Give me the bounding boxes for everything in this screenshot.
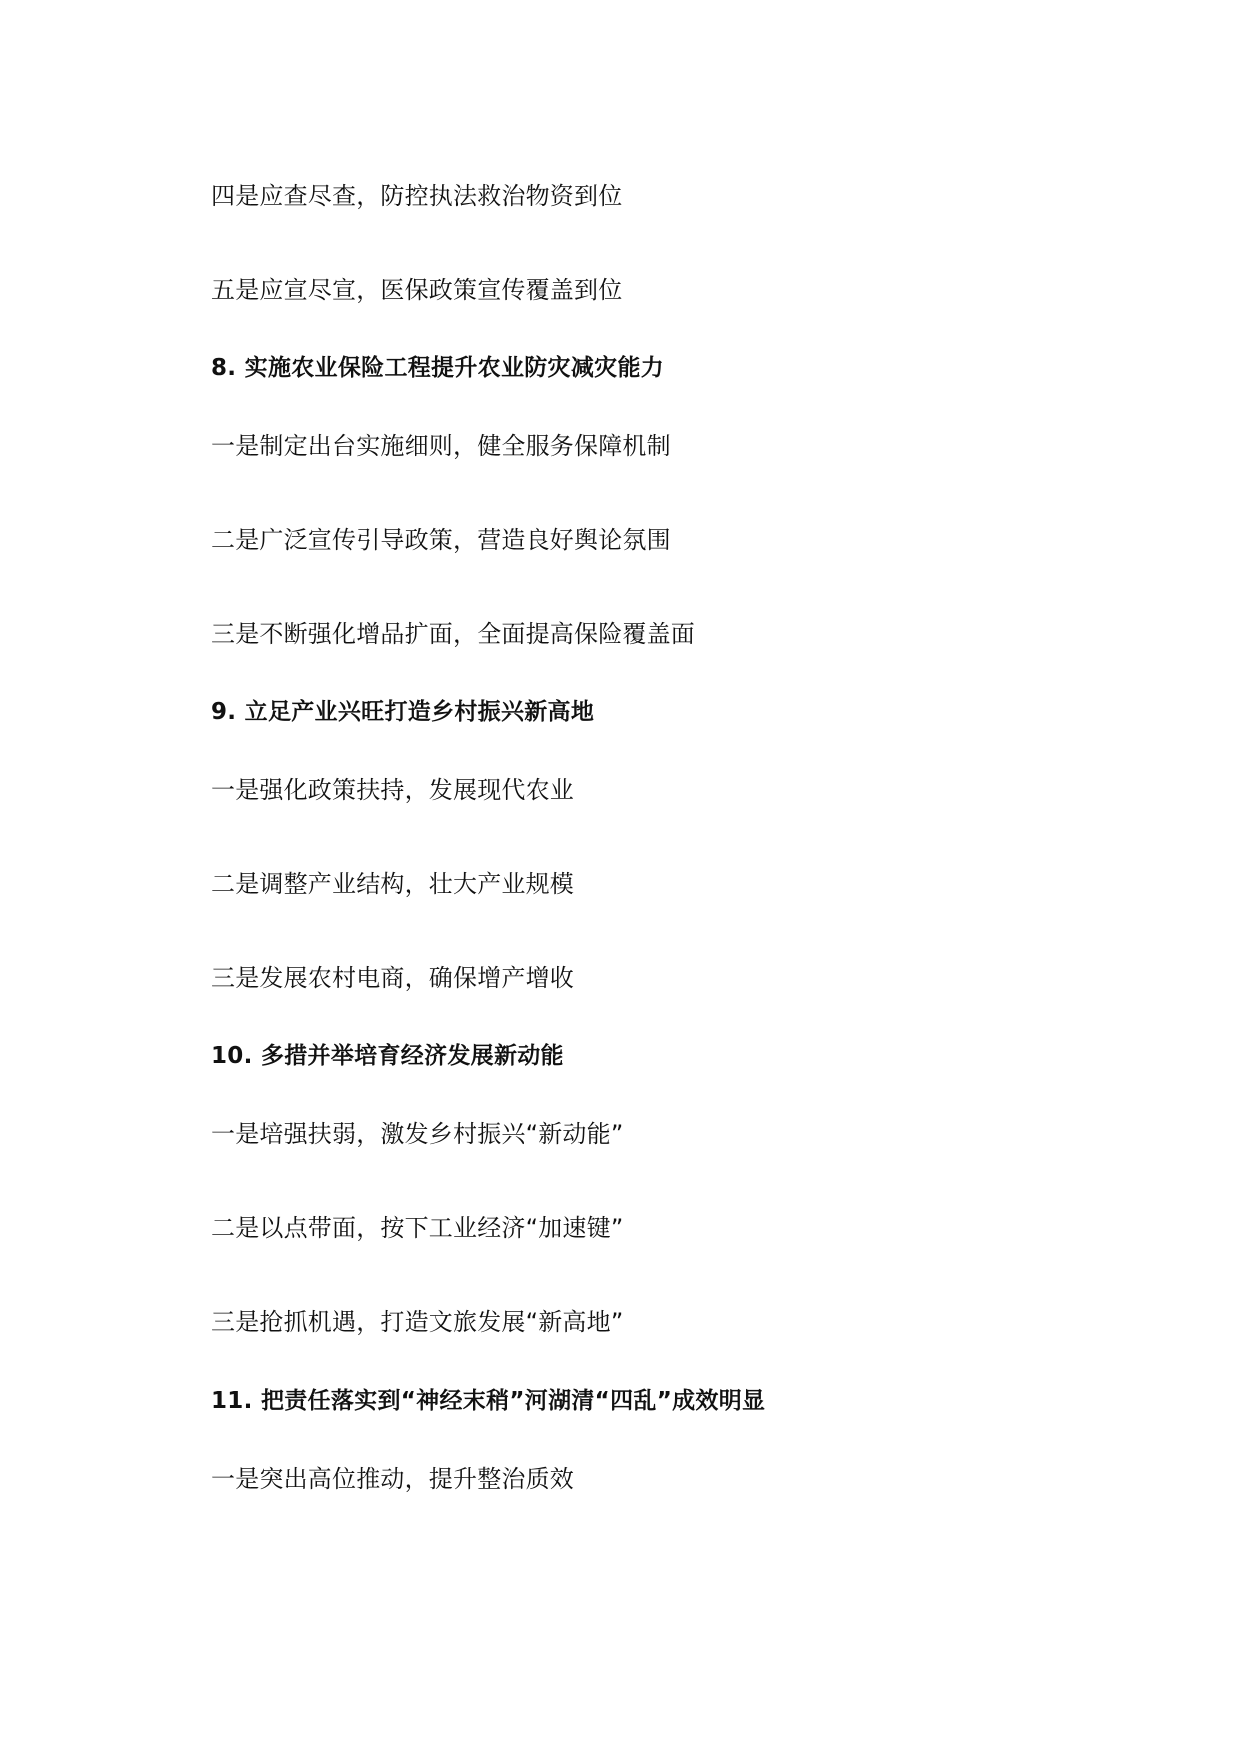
list-item: 一是培强扶弱，激发乡村振兴“新动能”: [211, 1120, 624, 1148]
list-item: 四是应查尽查，防控执法救治物资到位: [211, 182, 623, 210]
list-item: 一是突出高位推动，提升整治质效: [211, 1465, 574, 1493]
list-item: 三是发展农村电商，确保增产增收: [211, 964, 574, 992]
list-item: 一是强化政策扶持，发展现代农业: [211, 776, 574, 804]
section-heading: 11. 把责任落实到“神经末稍”河湖清“四乱”成效明显: [211, 1388, 766, 1414]
section-heading: 9. 立足产业兴旺打造乡村振兴新高地: [211, 699, 595, 725]
list-item: 三是抢抓机遇，打造文旅发展“新高地”: [211, 1308, 624, 1336]
list-item: 一是制定出台实施细则，健全服务保障机制: [211, 432, 671, 460]
list-item: 二是以点带面，按下工业经济“加速键”: [211, 1214, 624, 1242]
section-heading: 8. 实施农业保险工程提升农业防灾减灾能力: [211, 355, 665, 381]
list-item: 三是不断强化增品扩面，全面提高保险覆盖面: [211, 620, 695, 648]
section-heading: 10. 多措并举培育经济发展新动能: [211, 1043, 564, 1069]
list-item: 二是广泛宣传引导政策，营造良好舆论氛围: [211, 526, 671, 554]
list-item: 二是调整产业结构，壮大产业规模: [211, 870, 574, 898]
list-item: 五是应宣尽宣，医保政策宣传覆盖到位: [211, 276, 623, 304]
